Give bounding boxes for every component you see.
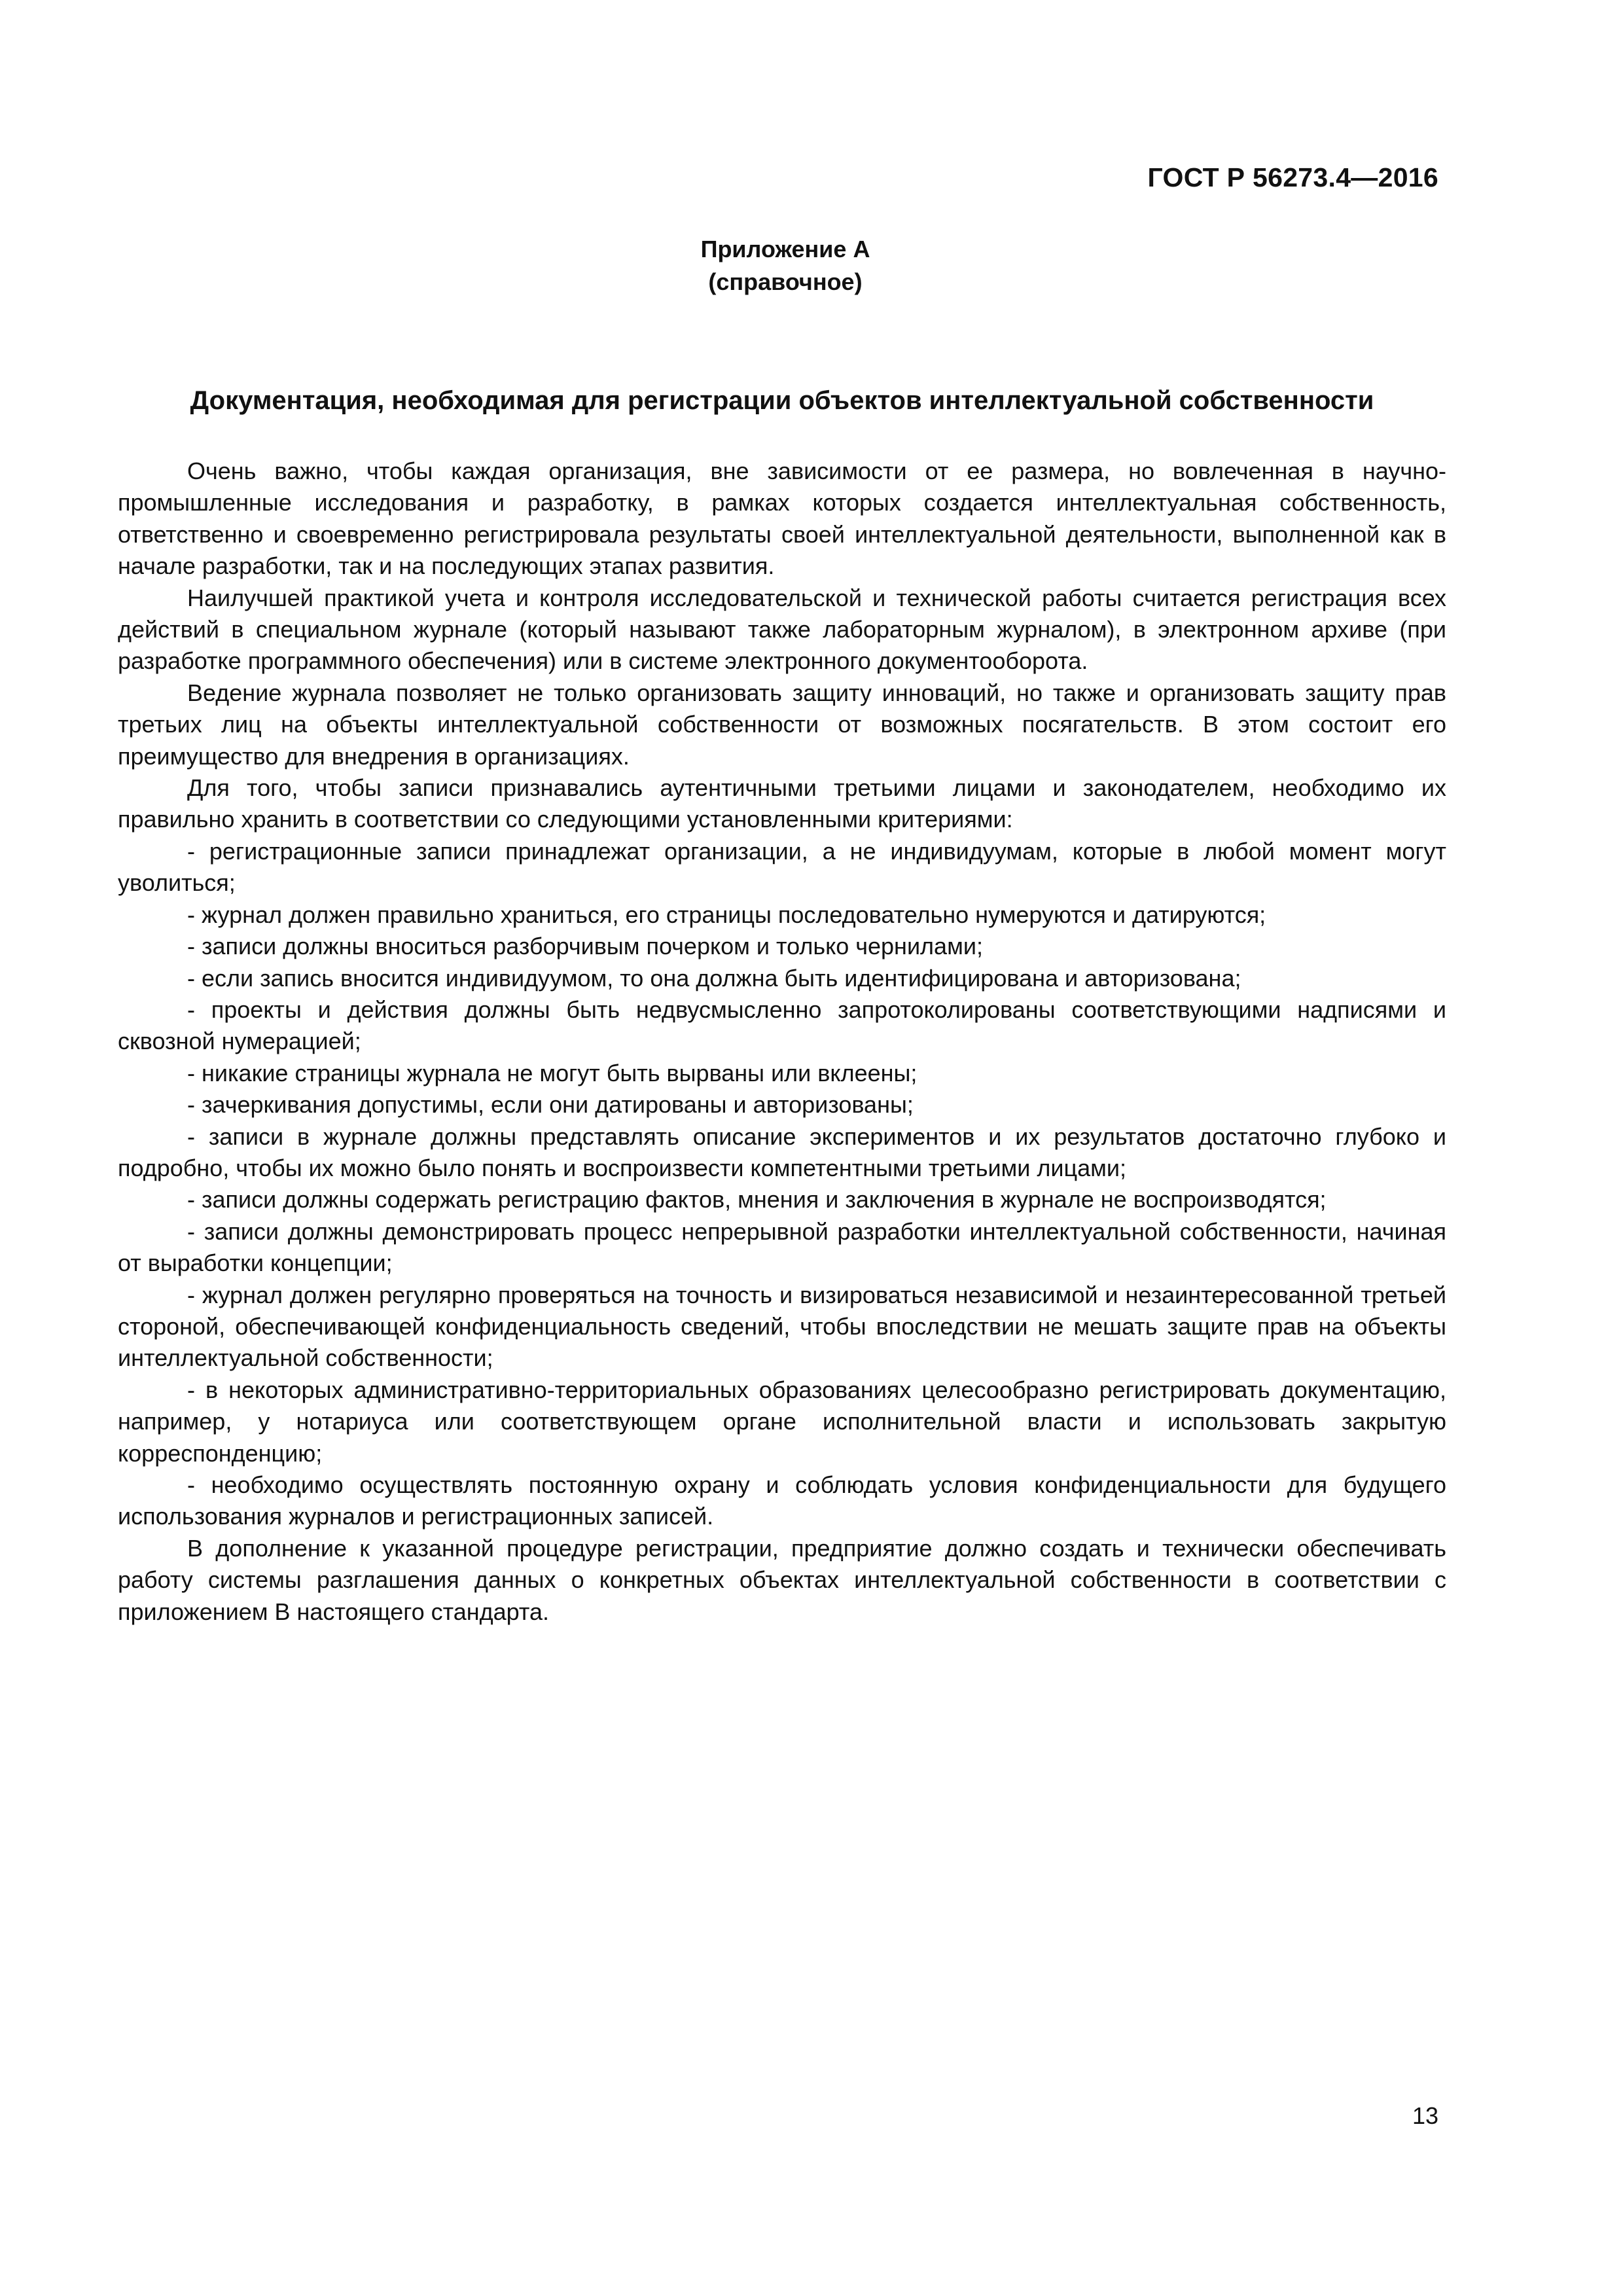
paragraph-best-practice: Наилучшей практикой учета и контроля исследовательской и технической работы считается регистрация всех действий в специальном журнале (который называют также лабораторным журналом), в электронном архиве (при разработке программного обеспечения) или в системе электронного документооборота.: [118, 584, 1446, 675]
list-item-text: в некоторых административно-территориальных образованиях целесообразно регистрировать документацию, например, у нотариуса или соответствующем органе исполнительной власти и использовать закрытую корреспонденцию;: [118, 1376, 1446, 1467]
list-dash: -: [187, 1376, 195, 1403]
list-item-text: записи должны демонстрировать процесс непрерывной разработки интеллектуальной собственности, начиная от выработки концепции;: [118, 1217, 1446, 1277]
list-dash: -: [187, 1059, 195, 1086]
list-item-text: журнал должен регулярно проверяться на точность и визироваться независимой и незаинтересованной третьей стороной, обеспечивающей конфиденциальность сведений, чтобы впоследствии не мешать защите прав на объекты интеллектуальной собственности;: [118, 1281, 1446, 1372]
paragraph-disclosure-system: В дополнение к указанной процедуре регистрации, предприятие должно создать и технически обеспечивать работу системы разглашения данных о конкретных объектах интеллектуальной собственности в соответствии с приложением В настоящего стандарта.: [118, 1534, 1446, 1625]
criteria-list: [118, 836, 1446, 1533]
list-item: [118, 931, 1446, 962]
list-item: [118, 1469, 1446, 1533]
list-item-text: записи в журнале должны представлять описание экспериментов и их результатов достаточно глубоко и подробно, чтобы их можно было понять и воспроизвести компетентными третьими лицами;: [118, 1122, 1446, 1181]
section-title: Документация, необходимая для регистрации объектов интеллектуальной собственности: [190, 386, 1374, 415]
list-item-text: если запись вносится индивидуумом, то она должна быть идентифицирована и авторизована;: [202, 964, 1241, 992]
list-item: [118, 899, 1446, 931]
list-item: [118, 1280, 1446, 1374]
list-item: [118, 1374, 1446, 1469]
list-item: [118, 1089, 1446, 1121]
annex-type: (справочное): [708, 268, 863, 295]
list-dash: -: [187, 1186, 195, 1213]
list-item-text: проекты и действия должны быть недвусмысленно запротоколированы соответствующими надписями и сквозной нумерацией;: [118, 996, 1446, 1055]
list-dash: -: [187, 1281, 195, 1308]
list-item-text: записи должны вноситься разборчивым почерком и только чернилами;: [202, 933, 983, 960]
document-body: [118, 456, 1446, 1628]
list-item-text: зачеркивания допустимы, если они датированы и авторизованы;: [202, 1091, 914, 1119]
document-code: ГОСТ Р 56273.4—2016: [1147, 162, 1438, 192]
list-dash: -: [187, 837, 195, 865]
annex-title: Приложение А: [700, 236, 870, 262]
list-item: [118, 1058, 1446, 1089]
paragraph-intro: Очень важно, чтобы каждая организация, вне зависимости от ее размера, но вовлеченная в научно-промышленные исследования и разработку, в рамках которых создается интеллектуальная собственность, ответственно и своевременно регистрировала результаты своей интеллектуальной деятельности, выполненной как в начале разработки, так и на последующих этапах развития.: [118, 457, 1446, 580]
list-item: [118, 836, 1446, 899]
list-item-text: журнал должен правильно храниться, его страницы последовательно нумеруются и датируются;: [202, 901, 1266, 928]
list-dash: -: [187, 1217, 195, 1245]
list-item: [118, 994, 1446, 1058]
list-item-text: необходимо осуществлять постоянную охрану и соблюдать условия конфиденциальности для будущего использования журналов и регистрационных записей.: [118, 1471, 1446, 1530]
list-item: [118, 1216, 1446, 1280]
list-dash: -: [187, 1122, 195, 1150]
list-item: [118, 1121, 1446, 1185]
list-dash: -: [187, 996, 195, 1023]
list-dash: -: [187, 933, 195, 960]
list-dash: -: [187, 901, 195, 928]
paragraph-journal-benefits: Ведение журнала позволяет не только организовать защиту инноваций, но также и организовать защиту прав третьих лиц на объекты интеллектуальной собственности от возможных посягательств. В этом состоит его преимущество для внедрения в организациях.: [118, 679, 1446, 770]
annex-heading: [0, 233, 1571, 298]
list-dash: -: [187, 1471, 195, 1498]
page-number: 13: [1412, 2102, 1438, 2129]
list-item: [118, 1184, 1446, 1215]
list-item-text: записи должны содержать регистрацию фактов, мнения и заключения в журнале не воспроизводятся;: [202, 1186, 1327, 1213]
list-item: [118, 963, 1446, 994]
list-dash: -: [187, 964, 195, 992]
list-dash: -: [187, 1091, 195, 1119]
paragraph-criteria-intro: Для того, чтобы записи признавались аутентичными третьими лицами и законодателем, необходимо их правильно хранить в соответствии со следующими установленными критериями:: [118, 774, 1446, 833]
list-item-text: регистрационные записи принадлежат организации, а не индивидуумам, которые в любой момент могут уволиться;: [118, 837, 1446, 897]
list-item-text: никакие страницы журнала не могут быть вырваны или вклеены;: [202, 1059, 918, 1086]
